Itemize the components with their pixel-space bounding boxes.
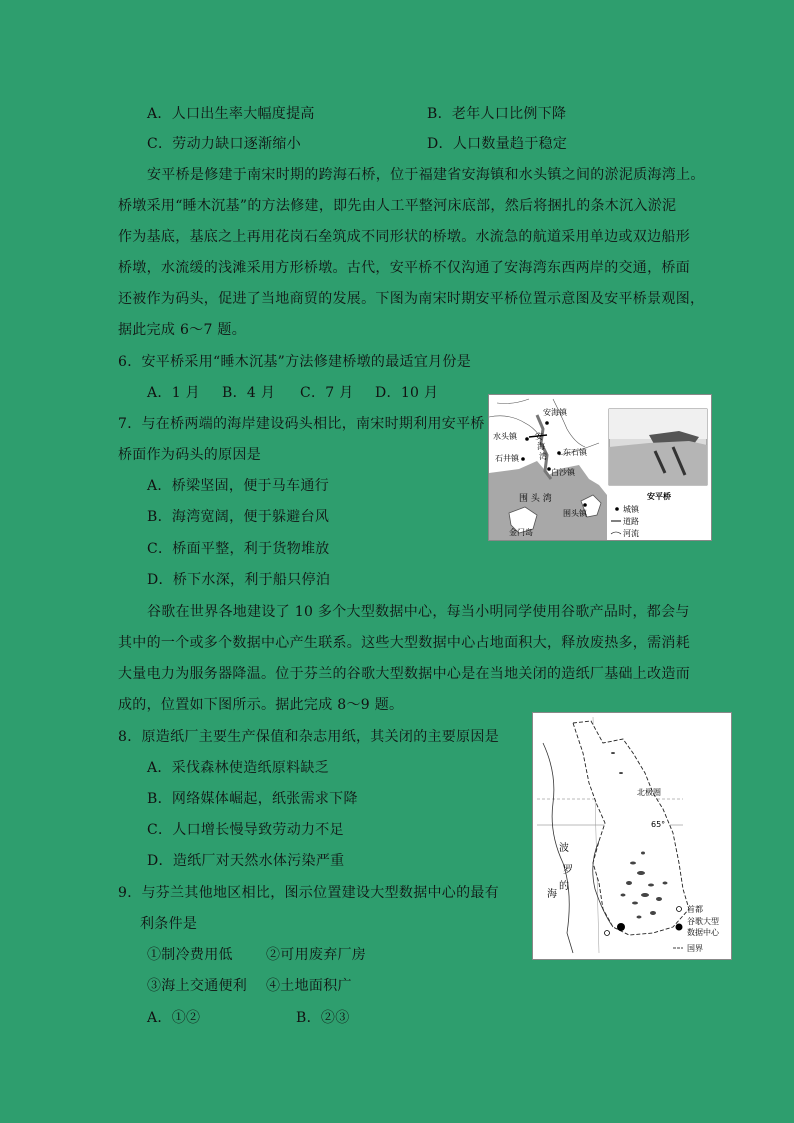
town-label: 东石镇 — [563, 448, 587, 457]
arctic-label: 北极圈 — [637, 788, 661, 797]
town-label: 围头镇 — [563, 509, 587, 518]
q5-option-b: B．老年人口比例下降 — [427, 106, 567, 122]
passage2-line: 其中的一个或多个数据中心产生联系。这些大型数据中心占地面积大，释放废热多，需消耗 — [118, 635, 690, 651]
q8-stem: 8．原造纸厂主要生产保值和杂志用纸，其关闭的主要原因是 — [118, 729, 500, 745]
town-label: 安海镇 — [543, 408, 567, 417]
sea-char: 波 — [559, 843, 569, 854]
q5-option-c: C．劳动力缺口逐渐缩小 — [147, 136, 302, 152]
passage1-line: 桥墩，水流缓的浅滩采用方形桥墩。古代，安平桥不仅沟通了安海湾东西两岸的交通，桥面 — [118, 260, 690, 276]
photo-caption: 安平桥 — [647, 492, 671, 501]
town-label: 金门岛 — [509, 528, 533, 537]
data-center-marker — [617, 923, 625, 931]
passage2-line: 成的，位置如下图所示。据此完成 8～9 题。 — [118, 697, 404, 713]
q8-option-c: C．人口增长慢导致劳动力不足 — [147, 822, 344, 838]
q6-option-b: B．4 月 — [222, 385, 276, 401]
sea-char: 罗 — [563, 865, 573, 876]
q6-stem: 6．安平桥采用“睡木沉基”方法修建桥墩的最适宜月份是 — [118, 354, 472, 370]
q9-choice: ④土地面积广 — [266, 978, 352, 994]
sea-char: 的 — [559, 881, 569, 892]
sea-char: 安 — [535, 432, 543, 441]
q9-stem: 9．与芬兰其他地区相比，图示位置建设大型数据中心的最有 — [118, 885, 500, 901]
q7-option-d: D．桥下水深，利于船只停泊 — [147, 572, 331, 588]
q7-option-a: A．桥梁坚固，便于马车通行 — [147, 478, 330, 494]
legend-item: 数据中心 — [687, 928, 719, 937]
q9-choice: ①制冷费用低 — [147, 947, 233, 963]
passage1-line: 还被作为码头，促进了当地商贸的发展。下图为南宋时期安平桥位置示意图及安平桥景观图， — [118, 291, 705, 307]
legend-item: 首都 — [687, 905, 703, 914]
q6-option-c: C．7 月 — [300, 385, 354, 401]
q6-option-d: D．10 月 — [375, 385, 439, 401]
q7-stem: 桥面作为码头的原因是 — [118, 447, 261, 463]
q7-option-b: B．海湾宽阔，便于躲避台风 — [147, 509, 330, 525]
q9-option-b: B．②③ — [296, 1010, 350, 1026]
passage1-line: 据此完成 6～7 题。 — [118, 322, 247, 338]
q5-option-a: A．人口出生率大幅度提高 — [147, 106, 315, 122]
sea-char: 海 — [547, 889, 557, 900]
q8-option-d: D．造纸厂对天然水体污染严重 — [147, 853, 345, 869]
latitude-label: 65° — [651, 820, 666, 829]
town-label: 水头镇 — [493, 432, 517, 441]
q7-stem: 7．与在桥两端的海岸建设码头相比，南宋时期利用安平桥 — [118, 416, 485, 432]
q9-stem: 利条件是 — [140, 916, 198, 932]
bay-label: 围 头 湾 — [519, 494, 552, 504]
passage2-line: 大量电力为服务器降温。位于芬兰的谷歌大型数据中心是在当地关闭的造纸厂基础上改造而 — [118, 666, 690, 682]
sea-char: 海 — [537, 442, 545, 451]
q8-option-a: A．采伐森林使造纸原料缺乏 — [147, 760, 330, 776]
legend-item: 道路 — [623, 517, 639, 526]
anping-map — [489, 395, 711, 540]
legend-item: 谷歌大型 — [687, 917, 719, 926]
legend-item: 河流 — [623, 529, 639, 538]
q9-choice: ③海上交通便利 — [147, 978, 248, 994]
q8-option-b: B．网络媒体崛起，纸张需求下降 — [147, 791, 358, 807]
passage1-line: 安平桥是修建于南宋时期的跨海石桥，位于福建省安海镇和水头镇之间的淤泥质海湾上。 — [147, 167, 705, 183]
q9-choice: ②可用废弃厂房 — [266, 947, 367, 963]
finland-map — [533, 713, 731, 959]
passage2-line: 谷歌在世界各地建设了 10 多个大型数据中心，每当小明同学使用谷歌产品时，都会与 — [147, 604, 690, 620]
q5-option-d: D．人口数量趋于稳定 — [427, 136, 568, 152]
legend-item: 城镇 — [623, 505, 639, 514]
legend-item: 国界 — [687, 944, 703, 953]
q9-option-a: A．①② — [147, 1010, 201, 1026]
capital-marker — [605, 931, 610, 936]
town-label: 白沙镇 — [551, 468, 575, 477]
anping-bridge-figure — [488, 394, 712, 541]
q6-option-a: A．1 月 — [147, 385, 200, 401]
town-label: 石井镇 — [495, 454, 519, 463]
finland-map-figure — [532, 712, 732, 960]
sea-char: 湾 — [539, 452, 547, 461]
passage1-line: 作为基底，基底之上再用花岗石垒筑成不同形状的桥墩。水流急的航道采用单边或双边船形 — [118, 229, 690, 245]
passage1-line: 桥墩采用“睡木沉基”的方法修建，即先由人工平整河床底部，然后将捆扎的条木沉入淤泥 — [118, 198, 677, 214]
q7-option-c: C．桥面平整，利于货物堆放 — [147, 541, 330, 557]
